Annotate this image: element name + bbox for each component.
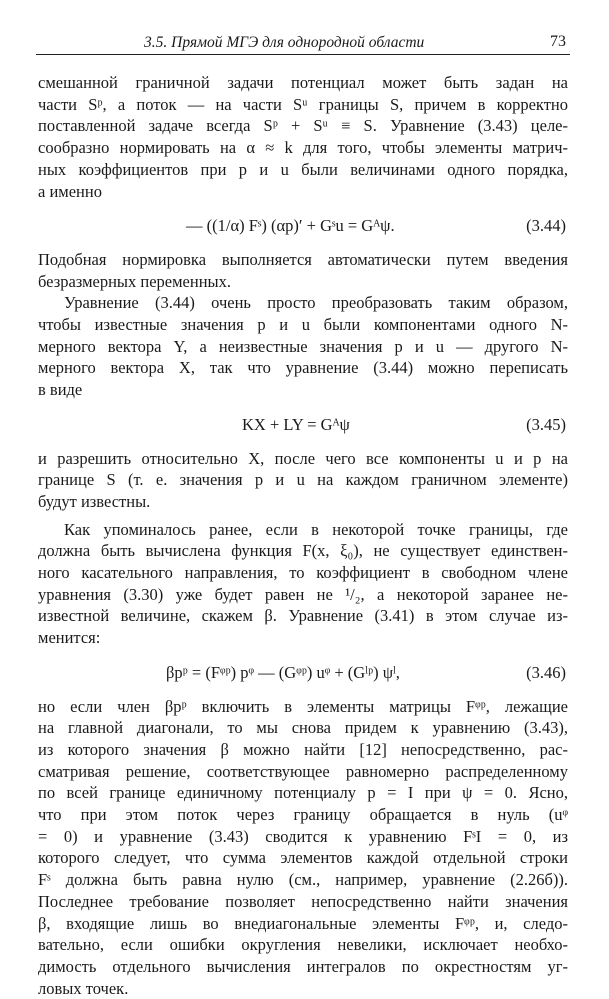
text-line: = 0) и уравнение (3.43) сводится к уравнению FˢI = 0, из	[38, 826, 568, 846]
text-line: что при этом поток через границу обращается в нуль (uᵠ	[38, 805, 568, 825]
running-title: 3.5. Прямой МГЭ для однородной области	[144, 34, 425, 51]
text-line: но если член βpᵖ включить в элементы матрицы Fᵠᵖ, лежащие	[38, 696, 568, 716]
text-line: менится:	[38, 628, 101, 648]
text-line: β, входящие лишь во внедиагональные элементы Fᵠᵖ, и, следо-	[38, 913, 568, 933]
text-line: уравнения (3.30) уже будет равен не ¹/₂, а некоторой заранее не-	[38, 584, 568, 604]
text-line: по всей границе единичному потенциалу p = I при ψ = 0. Ясно,	[38, 783, 568, 803]
text-line: известной величине, скажем β. Уравнение (3.41) в этом случае из-	[38, 606, 568, 626]
text-line: и разрешить относительно X, после чего все компоненты u и p на	[38, 448, 568, 468]
text-line: Fˢ должна быть равна нулю (см., например, уравнение (2.26б)).	[38, 870, 568, 890]
text-line: а именно	[38, 181, 102, 201]
text-line: будут известны.	[38, 491, 151, 511]
text-line: в виде	[38, 380, 83, 400]
text-line: чтобы известные значения p и u были компонентами одного N-	[38, 315, 568, 335]
text-line: которого следует, что сумма элементов каждой отдельной строки	[38, 848, 568, 868]
equation-number: (3.44)	[526, 216, 566, 236]
text-line: мерного вектора X, так что уравнение (3.44) можно переписать	[38, 358, 568, 378]
text-line: ных коэффициентов при p и u были величинами одного порядка,	[38, 159, 568, 179]
equation-number: (3.46)	[526, 662, 566, 682]
text-line: на главной диагонали, то мы снова придем к уравнению (3.43),	[38, 718, 568, 738]
page-number: 73	[550, 33, 566, 50]
text-line: мерного вектора Y, а неизвестные значения p и u — другого N-	[38, 336, 568, 356]
text-line: Уравнение (3.44) очень просто преобразовать таким образом,	[64, 293, 568, 313]
equation-body: — ((1/α) Fˢ) (αp)′ + Gˢu = Gᴬψ.	[186, 216, 395, 236]
paragraph-1	[38, 72, 568, 202]
text-line: ловых точек.	[38, 978, 129, 998]
text-line: смешанной граничной задачи потенциал может быть задан на	[38, 73, 568, 92]
text-line: ного касательного направления, то коэффициент в свободном члене	[38, 563, 568, 583]
text-line: сообразно нормировать на α ≈ k для того, чтобы элементы матрич-	[38, 138, 568, 158]
text-line: димость отдельного вычисления интегралов по окрестностям уг-	[38, 956, 568, 976]
text-line: сматривая решение, соответствующее равномерно распределенному	[38, 761, 568, 781]
text-line: Подобная нормировка выполняется автоматически путем введения	[38, 249, 568, 269]
paragraph-2	[38, 249, 568, 292]
text-line: из которого значения β можно найти [12] непосредственно, рас-	[38, 739, 568, 759]
text-line: части Sᵖ, а поток — на части Sᵘ границы S, причем в корректно	[38, 94, 568, 114]
equation-3-45	[38, 414, 568, 436]
equation-body: KX + LY = Gᴬψ	[242, 414, 350, 434]
text-line: поставленной задаче всегда Sᵖ + Sᵘ ≡ S. Уравнение (3.43) целе-	[38, 116, 568, 136]
text-line: Последнее требование позволяет непосредственно найти значения	[38, 891, 568, 911]
text-line: безразмерных переменных.	[38, 271, 231, 291]
text-line: Как упоминалось ранее, если в некоторой точке границы, где	[64, 519, 568, 539]
page-body	[38, 72, 568, 999]
paragraph-5	[38, 519, 568, 649]
paragraph-4	[38, 448, 568, 513]
text-line: вательно, если ошибки округления невелики, исключает необхо-	[38, 935, 568, 955]
text-line: должна быть вычислена функция F(x, ξ₀), не существует единствен-	[38, 541, 568, 561]
paragraph-6	[38, 696, 568, 999]
text-line: границе S (т. е. значения p и u на каждом граничном элементе)	[38, 470, 568, 490]
equation-number: (3.45)	[526, 414, 566, 434]
equation-3-46	[38, 662, 568, 684]
paragraph-3	[38, 292, 568, 401]
equation-3-44	[38, 215, 568, 237]
page-header	[36, 30, 570, 55]
equation-body: βpᵖ = (Fᵠᵖ) pᵠ — (Gᵠᵖ) uᵠ + (Gˡᵖ) ψˡ,	[166, 662, 400, 682]
